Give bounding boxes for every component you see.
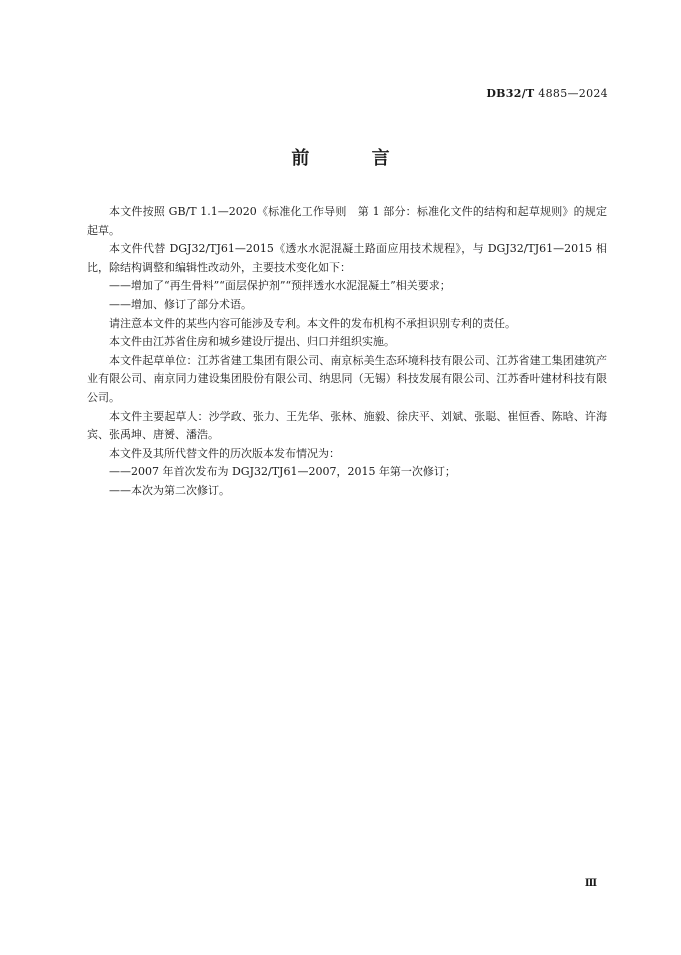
paragraph-version-history: 本文件及其所代替文件的历次版本发布情况为：: [109, 446, 340, 460]
paragraph-drafters: 本文件主要起草人：沙学政、张力、王先华、张林、施毅、徐庆平、刘斌、张聪、崔恒香、陈晗、许海宾、张禹坤、唐赟、潘浩。: [87, 409, 607, 442]
document-code-prefix: DB32/T: [486, 87, 535, 100]
page-number: Ⅲ: [584, 878, 597, 889]
list-item-history-current: ——本次为第二次修订。: [109, 483, 230, 497]
list-item-change-terms: ——增加、修订了部分术语。: [109, 297, 252, 311]
paragraph-replacement: 本文件代替 DGJ32/TJ61—2015《透水水泥混凝土路面应用技术规程》，与 DGJ32/TJ61—2015 相比，除结构调整和编辑性改动外，主要技术变化如下：: [87, 242, 607, 274]
paragraph-proposer: 本文件由江苏省住房和城乡建设厅提出、归口并组织实施。: [109, 335, 395, 349]
paragraph-drafting-rules: 本文件按照 GB/T 1.1—2020《标准化工作导则 第 1 部分：标准化文件的结构和起草规则》的规定起草。: [87, 205, 607, 237]
page-title: 前 言: [291, 148, 418, 169]
paragraph-patent-notice: 请注意本文件的某些内容可能涉及专利。本文件的发布机构不承担识别专利的责任。: [109, 316, 516, 330]
document-code: [486, 87, 608, 100]
list-item-change-requirements: ——增加了“再生骨料”“面层保护剂”“预拌透水水泥混凝土”相关要求；: [109, 279, 451, 293]
list-item-history-first: ——2007 年首次发布为 DGJ32/TJ61—2007，2015 年第一次修订；: [109, 465, 456, 479]
foreword-body: [87, 203, 607, 501]
paragraph-drafting-units: 本文件起草单位：江苏省建工集团有限公司、南京标美生态环境科技有限公司、江苏省建工集团建筑产业有限公司、南京同力建设集团股份有限公司、纳思同（无锡）科技发展有限公司、江苏香叶建材科技有限公司。: [87, 353, 607, 404]
document-code-number: 4885—2024: [538, 87, 608, 100]
